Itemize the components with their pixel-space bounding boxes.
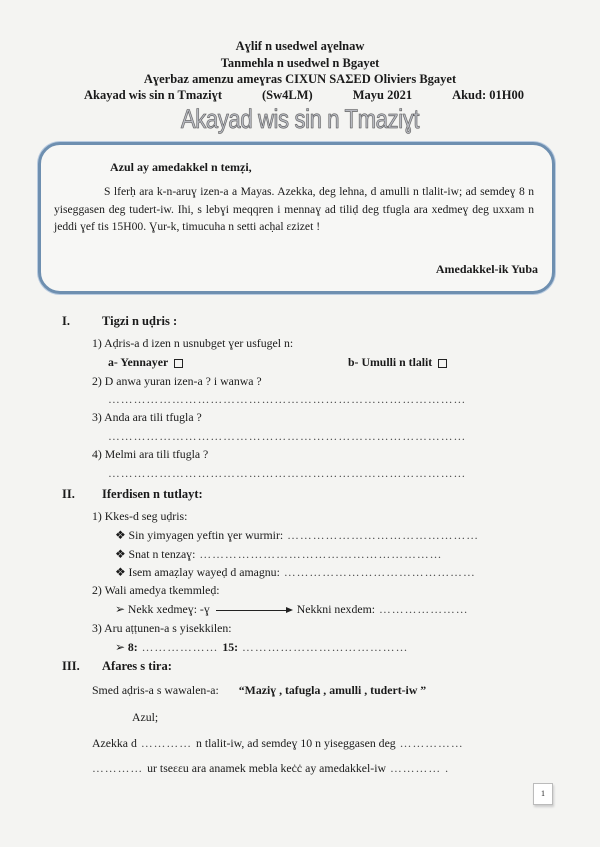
diamond-bullet-icon: ❖	[115, 528, 129, 542]
answer-line[interactable]: ………………………………………	[283, 528, 480, 542]
checkbox-b[interactable]	[438, 359, 447, 368]
exam-name: Akayad wis sin n Tmaziɣt	[84, 88, 222, 102]
answer-line-1-4[interactable]: …………………………………………………………………………	[108, 466, 467, 480]
number-8-label: 8:	[127, 640, 138, 654]
letter-signature: Amedakkel-ik Yuba	[435, 262, 538, 276]
answer-line-1-3[interactable]: …………………………………………………………………………	[108, 429, 467, 443]
bullet-text: Isem amaẓlay wayeḍ d amagnu:	[128, 565, 280, 579]
letter-text: S lferḥ ara k-n-aruɣ izen-a a Mayas. Azekka, deg lehna, d amulli n tlalit-iw; ad semdeɣ 8 n yiseggasen deg tudert-iw. Ihi, s lebɣi meqqren i mennaɣ ad tiliḍ deg tfugla ara xedmeɣ deg uxxam n jeddi ɣef tis 15H00. Ɣur-k, timucuha n setti acḥal ɛzizet !	[54, 185, 534, 233]
diamond-bullet-icon: ❖	[115, 565, 129, 579]
arrow-bullet-icon: ➢	[115, 640, 128, 654]
section-1-title: Tigzi n uḍris :	[102, 314, 178, 328]
example-row	[115, 602, 469, 617]
option-a[interactable]	[108, 355, 183, 370]
question-1-4: 4) Melmi ara tili tfugla ?	[92, 447, 209, 461]
question-1-1: 1) Aḍris-a d izen n usnubget ɣer usfugel n:	[92, 336, 294, 350]
example-left: Nekk xedmeɣ: -ɣ	[127, 602, 210, 616]
section-3-number: III.	[62, 659, 80, 673]
header-ministry: Aɣlif n usedwel aɣelnaw	[235, 39, 365, 53]
fill-line-1	[92, 736, 464, 751]
page-number: 1	[533, 783, 553, 805]
fill-line-2	[92, 761, 449, 776]
question-2-3: 3) Aru aṭṭunen-a s yisekkilen:	[92, 621, 232, 635]
blank-field[interactable]: …………	[136, 736, 196, 750]
question-2-2: 2) Wali amedya tkemmleḍ:	[92, 583, 220, 597]
header-info-row	[84, 88, 524, 103]
exam-duration: Akud: 01H00	[452, 88, 524, 102]
answer-line-1-2[interactable]: …………………………………………………………………………	[108, 392, 467, 406]
option-b-label: b- Umulli n tlalit	[348, 355, 433, 369]
letter-paragraph	[54, 183, 534, 236]
arrow-right-icon	[216, 610, 291, 611]
answer-line[interactable]: ………………	[137, 640, 223, 654]
question-2-1: 1) Kkes-d seg uḍris:	[92, 509, 188, 523]
option-a-label: a- Yennayer	[108, 355, 169, 369]
bullet-text: Sin yimyagen yeftin ɣer wurmir:	[128, 528, 284, 542]
section-2-heading	[62, 487, 203, 502]
question-1-3: 3) Anda ara tili tfugla ?	[92, 410, 202, 424]
header-directorate: Tanmehla n usedwel n Bgayet	[220, 56, 380, 70]
blank-field[interactable]: ……………	[395, 736, 464, 750]
fill-text: n tlalit-iw, ad semdeɣ 10 n yiseggasen deg	[195, 736, 396, 750]
bullet-item	[115, 565, 476, 580]
letter-greeting: Azul ay amedakkel n temẓi,	[110, 160, 252, 174]
question-1-2: 2) D anwa yuran izen-a ? i wanwa ?	[92, 374, 262, 388]
exam-level: (Sw4LM)	[262, 88, 313, 102]
fill-text: Azekka d	[92, 736, 137, 750]
exam-date: Mayu 2021	[352, 88, 413, 102]
section-3-heading	[62, 659, 172, 674]
bullet-item	[115, 547, 442, 562]
section-1-heading	[62, 314, 177, 329]
section-3-instruction	[92, 683, 426, 698]
section-2-title: Iferdisen n tutlayt:	[102, 487, 203, 501]
blank-field[interactable]: ………… .	[386, 761, 450, 775]
word-list: “Maziɣ , tafugla , amulli , tudert-iw ”	[238, 683, 427, 697]
header-school: Aɣerbaz amenzu ameɣras CIXUN SAΣED Oliviers Bgayet	[143, 72, 457, 86]
section-1-number: I.	[62, 314, 70, 328]
option-b[interactable]	[348, 355, 447, 370]
bullet-item	[115, 528, 479, 543]
diamond-bullet-icon: ❖	[115, 547, 129, 561]
answer-line[interactable]: …………………	[375, 602, 469, 616]
section-3-title: Afares s tira:	[102, 659, 172, 673]
answer-line[interactable]: ………………………………………	[279, 565, 476, 579]
arrow-bullet-icon: ➢	[115, 602, 128, 616]
letter-indent	[54, 185, 104, 198]
bullet-text: Snat n tenzaɣ:	[128, 547, 196, 561]
answer-line[interactable]: …………………………………………………	[195, 547, 443, 561]
text-azul: Azul;	[132, 710, 159, 724]
fill-text: ur tseɛɛu ara anamek mebla keċċ ay amedakkel-iw	[147, 761, 386, 775]
number-15-label: 15:	[222, 640, 239, 654]
numbers-row	[115, 640, 408, 655]
section-2-number: II.	[62, 487, 75, 501]
instruction-text: Smed aḍris-a s wawalen-a:	[92, 683, 219, 697]
answer-line[interactable]: …………………………………	[238, 640, 409, 654]
page-title: Akayad wis sin n Tmaziɣt	[180, 104, 420, 134]
example-right: Nekkni nexdem:	[296, 602, 376, 616]
blank-field[interactable]: …………	[92, 761, 148, 775]
checkbox-a[interactable]	[174, 359, 183, 368]
